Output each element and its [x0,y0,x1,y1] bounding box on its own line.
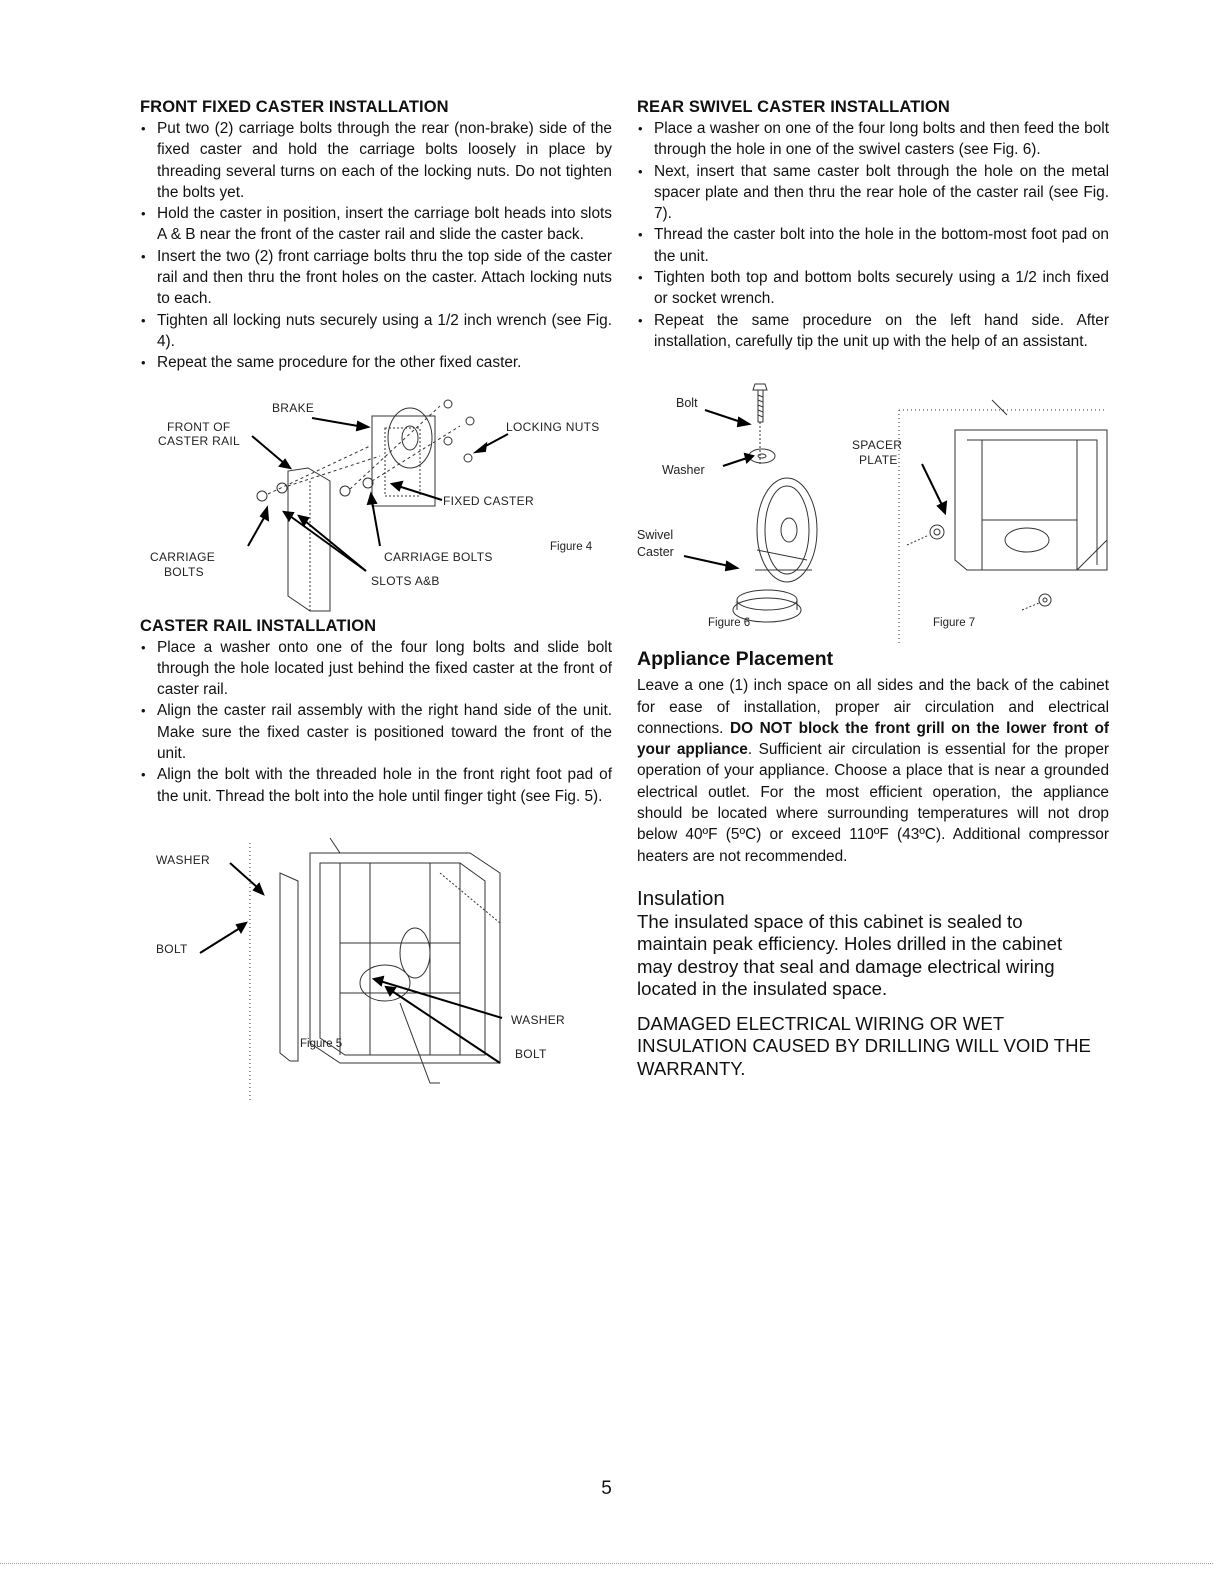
appliance-placement-heading: Appliance Placement [637,648,834,671]
label-washer: WASHER [156,852,211,867]
label-swivel: Swivel [637,528,674,543]
figure-5 [140,833,612,1113]
figure-4-caption: Figure 4 [550,540,593,553]
label-bolt-2: BOLT [515,1046,547,1061]
list-item: • Place a washer onto one of the four long bolts and slide bolt through the hole located just behind the fixed caster at the front of caster rail. [140,637,612,701]
label-brake: BRAKE [272,400,315,415]
left-column [140,98,612,1113]
label-fixed-caster: FIXED CASTER [443,493,534,508]
label-caster: Caster [637,545,674,560]
label-front-of: FRONT OF [167,419,231,434]
label-washer-fig6: Washer [662,463,705,478]
right-column [637,98,1109,1080]
page-number: 5 [601,1478,612,1499]
label-spacer: SPACER [852,438,903,453]
label-caster-rail: CASTER RAIL [158,433,240,448]
front-fixed-caster-list [140,118,612,374]
appliance-placement-text [637,675,1109,867]
label-bolts: BOLTS [164,564,204,579]
caster-rail-heading: CASTER RAIL INSTALLATION [140,616,377,635]
list-item: • Next, insert that same caster bolt through the hole on the metal spacer plate and then thru the rear hole of the caster rail (see Fig. 7). [637,161,1109,225]
rear-swivel-caster-list [637,118,1109,352]
list-item: • Place a washer on one of the four long bolts and then feed the bolt through the hole in one of the swivel casters (see Fig. 6). [637,118,1109,161]
figure-6-caption: Figure 6 [708,617,751,630]
placement-text-part: . Sufficient air circulation is essential for the proper operation of your appliance. Choose a place that is near a grounded electrical outlet. For the most efficient operation, the appliance should be located where surrounding temperatures will not drop below 40ºF (5ºC) or exceed 110ºF (43ºC). Additional compressor heaters are not recommended. [637,741,1110,865]
front-fixed-caster-section [140,98,612,374]
placement-text-part: Leave a one (1) inch space on all sides and the back of the cabinet for ease of installation, proper air circulation and electrical connections. [637,677,1109,737]
caster-rail-list [140,637,612,807]
list-item: • Hold the caster in position, insert the carriage bolt heads into slots A & B near the front of the caster rail and slide the caster back. [140,203,612,246]
label-washer-2: WASHER [511,1012,566,1027]
list-item: • Repeat the same procedure for the other fixed caster. [140,352,612,373]
list-item: • Tighten both top and bottom bolts securely using a 1/2 inch fixed or socket wrench. [637,267,1109,310]
figure-7-caption: Figure 7 [933,617,976,630]
placement-warning-bold: DO NOT block the front grill on the lower front of your appliance [637,719,1109,759]
figure-4 [140,386,612,616]
label-carriage-bolts: CARRIAGE BOLTS [384,549,493,564]
label-carriage: CARRIAGE [150,549,216,564]
insulation-section [637,887,1109,1081]
list-item: • Thread the caster bolt into the hole in the bottom-most foot pad on the unit. [637,224,1109,267]
label-bolt-fig6: Bolt [676,396,698,411]
rear-swivel-caster-heading: REAR SWIVEL CASTER INSTALLATION [637,98,950,116]
figure-6-7-drawing [637,370,1109,646]
list-item: • Repeat the same procedure on the left hand side. After installation, carefully tip the unit up with the help of an assistant. [637,310,1109,353]
rear-swivel-caster-section [637,98,1109,352]
label-locking-nuts: LOCKING NUTS [506,419,600,434]
figure-5-caption: Figure 5 [300,1037,343,1050]
list-item: • Align the bolt with the threaded hole in the front right foot pad of the unit. Thread the bolt into the hole until finger tight (see Fig. 5). [140,764,612,807]
list-item: • Tighten all locking nuts securely using a 1/2 inch wrench (see Fig. 4). [140,310,612,353]
label-slots-a-b: SLOTS A&B [371,573,440,588]
list-item: • Insert the two (2) front carriage bolts thru the top side of the caster rail and then thru the front holes on the caster. Attach locking nuts to each. [140,246,612,310]
insulation-warning: DAMAGED ELECTRICAL WIRING OR WET INSULATION CAUSED BY DRILLING WILL VOID THE WARRANTY. [637,1012,1091,1079]
bottom-divider [0,1563,1213,1564]
insulation-text: The insulated space of this cabinet is sealed to maintain peak efficiency. Holes drilled in the cabinet may destroy that seal and damage electrical wiring located in the insulated space. [637,910,1063,1000]
insulation-heading: Insulation [637,886,725,910]
label-bolt: BOLT [156,941,188,956]
figure-5-drawing [140,833,612,1113]
front-fixed-caster-heading: FRONT FIXED CASTER INSTALLATION [140,98,449,116]
appliance-placement-section [637,648,1109,867]
label-plate: PLATE [859,453,898,468]
list-item: • Align the caster rail assembly with the right hand side of the unit. Make sure the fixed caster is positioned toward the front of the unit. [140,700,612,764]
caster-rail-section [140,617,612,807]
figures-6-and-7 [637,370,1109,646]
list-item: • Put two (2) carriage bolts through the rear (non-brake) side of the fixed caster and hold the carriage bolts loosely in place by threading several turns on each of the locking nuts. Do not tighten the bolts yet. [140,118,612,203]
